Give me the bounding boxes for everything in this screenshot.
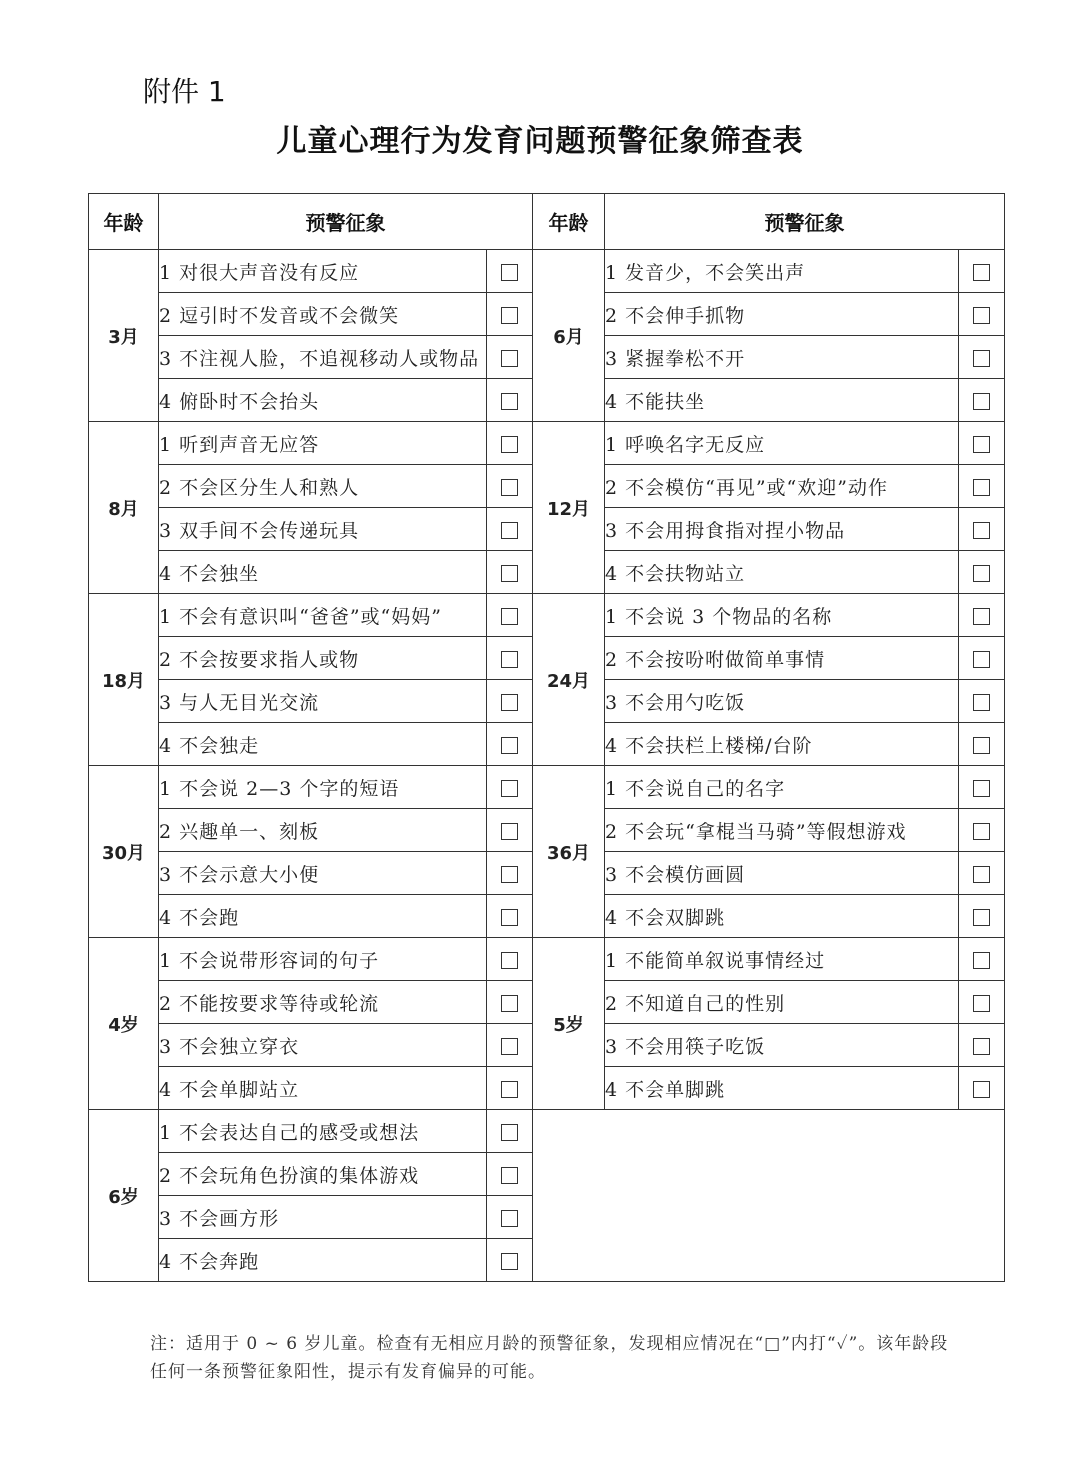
checkbox[interactable] — [973, 608, 990, 625]
page-title: 儿童心理行为发育问题预警征象筛查表 — [276, 124, 804, 159]
warning-sign: 2 不会区分生人和熟人 — [159, 465, 487, 508]
checkbox-cell — [959, 1024, 1005, 1067]
checkbox[interactable] — [501, 1210, 518, 1227]
checkbox-cell — [487, 594, 533, 637]
checkbox-cell — [959, 336, 1005, 379]
checkbox-cell — [959, 723, 1005, 766]
checkbox-cell — [487, 1153, 533, 1196]
warning-sign: 2 不会伸手抓物 — [605, 293, 959, 336]
warning-sign: 2 不知道自己的性别 — [605, 981, 959, 1024]
warning-sign: 4 不会双脚跳 — [605, 895, 959, 938]
checkbox[interactable] — [973, 1081, 990, 1098]
checkbox[interactable] — [501, 780, 518, 797]
checkbox-cell — [487, 809, 533, 852]
warning-sign: 4 不会奔跑 — [159, 1239, 487, 1282]
warning-sign: 4 俯卧时不会抬头 — [159, 379, 487, 422]
checkbox-cell — [959, 895, 1005, 938]
checkbox-cell — [959, 594, 1005, 637]
checkbox-cell — [959, 422, 1005, 465]
checkbox-cell — [959, 852, 1005, 895]
checkbox[interactable] — [973, 737, 990, 754]
checkbox[interactable] — [973, 479, 990, 496]
checkbox[interactable] — [501, 565, 518, 582]
checkbox-cell — [487, 852, 533, 895]
checkbox[interactable] — [973, 995, 990, 1012]
checkbox[interactable] — [501, 1124, 518, 1141]
warning-sign: 3 不会用拇食指对捏小物品 — [605, 508, 959, 551]
age-cell: 3月 — [89, 250, 159, 422]
warning-sign: 1 不会说带形容词的句子 — [159, 938, 487, 981]
warning-sign: 2 不会模仿“再见”或“欢迎”动作 — [605, 465, 959, 508]
checkbox-cell — [959, 809, 1005, 852]
checkbox[interactable] — [501, 952, 518, 969]
checkbox-cell — [959, 938, 1005, 981]
table-row — [89, 1110, 1005, 1153]
checkbox[interactable] — [501, 522, 518, 539]
checkbox-cell — [487, 293, 533, 336]
checkbox[interactable] — [501, 651, 518, 668]
age-cell: 5岁 — [533, 938, 605, 1110]
checkbox[interactable] — [973, 565, 990, 582]
checkbox-cell — [487, 766, 533, 809]
warning-sign: 1 不会表达自己的感受或想法 — [159, 1110, 487, 1153]
warning-sign: 1 不能简单叙说事情经过 — [605, 938, 959, 981]
checkbox-cell — [487, 250, 533, 293]
screening-table — [88, 193, 1005, 1282]
checkbox[interactable] — [501, 694, 518, 711]
empty-cell — [533, 1110, 1005, 1282]
age-cell: 6岁 — [89, 1110, 159, 1282]
age-cell: 18月 — [89, 594, 159, 766]
warning-sign: 3 不会用勺吃饭 — [605, 680, 959, 723]
checkbox-cell — [959, 293, 1005, 336]
checkbox-cell — [487, 723, 533, 766]
warning-sign: 2 不会按吩咐做简单事情 — [605, 637, 959, 680]
checkbox[interactable] — [501, 909, 518, 926]
checkbox[interactable] — [973, 651, 990, 668]
checkbox[interactable] — [973, 350, 990, 367]
checkbox[interactable] — [501, 1081, 518, 1098]
checkbox[interactable] — [973, 307, 990, 324]
warning-sign: 3 不会独立穿衣 — [159, 1024, 487, 1067]
table-row — [89, 422, 1005, 465]
checkbox-cell — [959, 508, 1005, 551]
checkbox-cell — [959, 981, 1005, 1024]
warning-sign: 3 不会示意大小便 — [159, 852, 487, 895]
checkbox[interactable] — [501, 1167, 518, 1184]
checkbox-cell — [487, 465, 533, 508]
attachment-label: 附件 1 — [143, 75, 226, 108]
checkbox-cell — [487, 422, 533, 465]
warning-sign: 1 对很大声音没有反应 — [159, 250, 487, 293]
checkbox-cell — [487, 1239, 533, 1282]
table-row — [89, 938, 1005, 981]
checkbox-cell — [959, 465, 1005, 508]
warning-sign: 1 不会说 2—3 个字的短语 — [159, 766, 487, 809]
warning-sign: 3 紧握拳松不开 — [605, 336, 959, 379]
warning-sign: 3 不会用筷子吃饭 — [605, 1024, 959, 1067]
checkbox-cell — [487, 680, 533, 723]
warning-sign: 2 不会玩角色扮演的集体游戏 — [159, 1153, 487, 1196]
age-cell: 24月 — [533, 594, 605, 766]
warning-sign: 4 不会单脚站立 — [159, 1067, 487, 1110]
checkbox-cell — [959, 379, 1005, 422]
warning-sign: 3 不会画方形 — [159, 1196, 487, 1239]
warning-sign: 1 听到声音无应答 — [159, 422, 487, 465]
checkbox[interactable] — [501, 866, 518, 883]
checkbox[interactable] — [501, 1253, 518, 1270]
checkbox-cell — [487, 981, 533, 1024]
warning-sign: 3 双手间不会传递玩具 — [159, 508, 487, 551]
warning-sign: 2 逗引时不发音或不会微笑 — [159, 293, 487, 336]
age-cell: 6月 — [533, 250, 605, 422]
warning-sign: 4 不会跑 — [159, 895, 487, 938]
checkbox-cell — [959, 680, 1005, 723]
checkbox-cell — [487, 1067, 533, 1110]
checkbox[interactable] — [501, 995, 518, 1012]
checkbox-cell — [487, 895, 533, 938]
checkbox-cell — [487, 938, 533, 981]
header-row — [89, 194, 1005, 250]
checkbox-cell — [959, 1067, 1005, 1110]
sign-header-left: 预警征象 — [159, 194, 533, 250]
checkbox[interactable] — [973, 264, 990, 281]
checkbox-cell — [959, 637, 1005, 680]
warning-sign: 1 不会有意识叫“爸爸”或“妈妈” — [159, 594, 487, 637]
age-header-left: 年龄 — [89, 194, 159, 250]
warning-sign: 3 不注视人脸，不追视移动人或物品 — [159, 336, 487, 379]
checkbox[interactable] — [973, 694, 990, 711]
warning-sign: 4 不会独走 — [159, 723, 487, 766]
warning-sign: 2 不能按要求等待或轮流 — [159, 981, 487, 1024]
warning-sign: 3 与人无目光交流 — [159, 680, 487, 723]
checkbox[interactable] — [501, 1038, 518, 1055]
checkbox[interactable] — [501, 737, 518, 754]
warning-sign: 2 不会玩“拿棍当马骑”等假想游戏 — [605, 809, 959, 852]
warning-sign: 4 不会单脚跳 — [605, 1067, 959, 1110]
checkbox[interactable] — [973, 780, 990, 797]
warning-sign: 1 发音少，不会笑出声 — [605, 250, 959, 293]
checkbox-cell — [487, 336, 533, 379]
checkbox-cell — [487, 551, 533, 594]
warning-sign: 3 不会模仿画圆 — [605, 852, 959, 895]
footnote: 注：适用于 0 ~ 6 岁儿童。检查有无相应月龄的预警征象，发现相应情况在“□”内打“✓”。该年龄段任何一条预警征象阳性，提示有发育偏异的可能。 — [150, 1334, 949, 1382]
checkbox[interactable] — [501, 608, 518, 625]
checkbox[interactable] — [973, 866, 990, 883]
checkbox-cell — [487, 637, 533, 680]
age-cell: 8月 — [89, 422, 159, 594]
checkbox-cell — [487, 1110, 533, 1153]
checkbox-cell — [487, 508, 533, 551]
warning-sign: 1 呼唤名字无反应 — [605, 422, 959, 465]
age-cell: 12月 — [533, 422, 605, 594]
checkbox[interactable] — [973, 952, 990, 969]
checkbox[interactable] — [973, 522, 990, 539]
checkbox[interactable] — [501, 264, 518, 281]
checkbox[interactable] — [973, 393, 990, 410]
checkbox-cell — [487, 1024, 533, 1067]
checkbox-cell — [959, 551, 1005, 594]
warning-sign: 1 不会说自己的名字 — [605, 766, 959, 809]
age-cell: 30月 — [89, 766, 159, 938]
checkbox-cell — [487, 379, 533, 422]
warning-sign: 2 不会按要求指人或物 — [159, 637, 487, 680]
warning-sign: 2 兴趣单一、刻板 — [159, 809, 487, 852]
warning-sign: 4 不会扶栏上楼梯/台阶 — [605, 723, 959, 766]
sign-header-right: 预警征象 — [605, 194, 1005, 250]
checkbox[interactable] — [501, 393, 518, 410]
checkbox[interactable] — [501, 307, 518, 324]
age-cell: 4岁 — [89, 938, 159, 1110]
warning-sign: 4 不会扶物站立 — [605, 551, 959, 594]
checkbox[interactable] — [973, 1038, 990, 1055]
checkbox-cell — [959, 766, 1005, 809]
age-header-right: 年龄 — [533, 194, 605, 250]
table-row — [89, 594, 1005, 637]
checkbox-cell — [487, 1196, 533, 1239]
warning-sign: 4 不会独坐 — [159, 551, 487, 594]
checkbox[interactable] — [501, 479, 518, 496]
checkbox[interactable] — [973, 909, 990, 926]
checkbox[interactable] — [501, 436, 518, 453]
checkbox[interactable] — [973, 436, 990, 453]
table-row — [89, 766, 1005, 809]
checkbox[interactable] — [501, 350, 518, 367]
warning-sign: 1 不会说 3 个物品的名称 — [605, 594, 959, 637]
checkbox[interactable] — [501, 823, 518, 840]
table-row — [89, 250, 1005, 293]
checkbox[interactable] — [973, 823, 990, 840]
warning-sign: 4 不能扶坐 — [605, 379, 959, 422]
age-cell: 36月 — [533, 766, 605, 938]
checkbox-cell — [959, 250, 1005, 293]
